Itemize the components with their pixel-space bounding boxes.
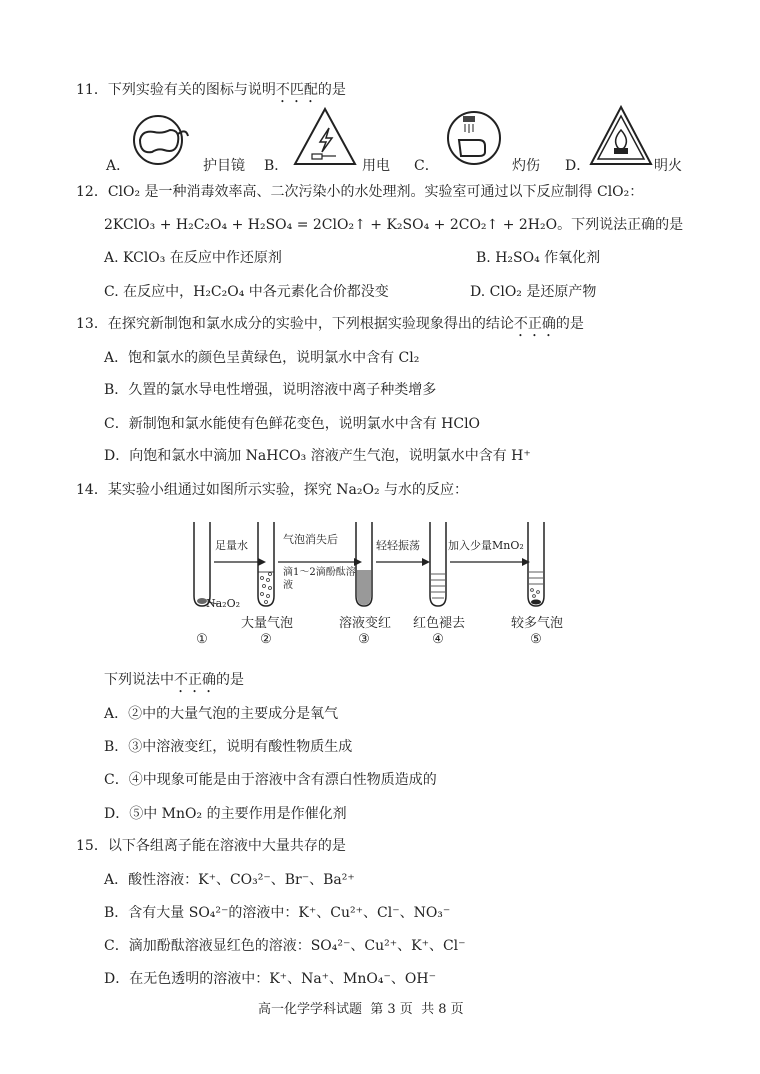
- q11-option-b-desc: 用电: [362, 158, 390, 174]
- na2o2-label: Na₂O₂: [206, 597, 241, 610]
- q11-option-d-desc: 明火: [654, 158, 682, 174]
- q11-option-c-letter: C．: [414, 158, 439, 174]
- arrow-4-label: 加入少量MnO₂: [448, 539, 524, 552]
- q13-stem: 13．在探究新制饱和氯水成分的实验中，下列根据实验现象得出的结论不正确的是: [76, 316, 584, 332]
- q11-stem: 11．下列实验有关的图标与说明不匹配的是: [76, 82, 346, 98]
- q11-option-a-desc: 护目镜: [203, 158, 245, 174]
- tube-4-label: 红色褪去: [412, 616, 465, 631]
- goggles-icon: [130, 110, 192, 168]
- q12-equation: 2KClO₃ + H₂C₂O₄ + H₂SO₄ = 2ClO₂↑ + K₂SO₄ + 2CO₂↑ + 2H₂O。下列说法正确的是: [104, 217, 684, 233]
- q14-option-c: C．④中现象可能是由于溶液中含有漂白性物质造成的: [104, 772, 437, 788]
- q12-option-c: C. 在反应中，H₂C₂O₄ 中各元素化合价都没变: [104, 284, 389, 300]
- q14-substem: 下列说法中不正确的是: [104, 672, 244, 688]
- flame-icon: [588, 104, 654, 168]
- tube-3-label: 溶液变红: [338, 616, 391, 631]
- q11-option-b-letter: B．: [264, 158, 289, 174]
- q14-option-a: A．②中的大量气泡的主要成分是氧气: [104, 706, 339, 722]
- q13-option-c: C．新制饱和氯水能使有色鲜花变色，说明氯水中含有 HClO: [104, 416, 481, 432]
- q15-option-b: B．含有大量 SO₄²⁻的溶液中：K⁺、Cu²⁺、Cl⁻、NO₃⁻: [104, 905, 451, 921]
- electricity-icon: [292, 106, 358, 168]
- q12-option-b: B. H₂SO₄ 作氧化剂: [476, 250, 601, 266]
- q12-option-d: D. ClO₂ 是还原产物: [470, 284, 597, 300]
- q12-stem: 12．ClO₂ 是一种消毒效率高、二次污染小的水处理剂。实验室可通过以下反应制得 ClO₂：: [76, 184, 644, 200]
- tube-3-number: ③: [358, 632, 370, 647]
- tube-4-number: ④: [432, 632, 444, 647]
- q13-option-a: A．饱和氯水的颜色呈黄绿色，说明氯水中含有 Cl₂: [104, 350, 420, 366]
- tube-5-label: 较多气泡: [510, 616, 563, 631]
- burn-icon: [445, 108, 503, 168]
- tube-4: [430, 522, 446, 606]
- q12-option-a: A. KClO₃ 在反应中作还原剂: [104, 250, 282, 266]
- tube-5: [528, 522, 544, 606]
- page-footer: 高一化学学科试题 第 3 页 共 8 页: [258, 1002, 464, 1017]
- q13-option-b: B．久置的氯水导电性增强，说明溶液中离子种类增多: [104, 382, 437, 398]
- q11-option-a-letter: A．: [106, 158, 131, 174]
- q11-option-d-letter: D．: [565, 158, 591, 174]
- q14-option-b: B．③中溶液变红，说明有酸性物质生成: [104, 739, 353, 755]
- arrow-2-label: 气泡消失后: [283, 533, 338, 546]
- arrow-2-sublabel: 滴1～2滴酚酞溶液: [283, 567, 356, 591]
- q15-option-a: A．酸性溶液：K⁺、CO₃²⁻、Br⁻、Ba²⁺: [104, 872, 355, 888]
- arrow-1-label: 足量水: [215, 539, 248, 552]
- arrow-3-label: 轻轻振荡: [376, 539, 420, 552]
- q14-stem: 14．某实验小组通过如图所示实验，探究 Na₂O₂ 与水的反应：: [76, 482, 469, 498]
- tube-5-number: ⑤: [530, 632, 542, 647]
- tube-2-label: 大量气泡: [240, 616, 293, 631]
- q15-option-d: D．在无色透明的溶液中：K⁺、Na⁺、MnO₄⁻、OH⁻: [104, 971, 436, 987]
- q11-option-c-desc: 灼伤: [512, 158, 540, 174]
- q15-stem: 15．以下各组离子能在溶液中大量共存的是: [76, 838, 346, 854]
- tube-1-number: ①: [196, 632, 208, 647]
- q13-option-d: D．向饱和氯水中滴加 NaHCO₃ 溶液产生气泡，说明氯水中含有 H⁺: [104, 448, 531, 464]
- q14-option-d: D．⑤中 MnO₂ 的主要作用是作催化剂: [104, 806, 347, 822]
- tube-2-number: ②: [260, 632, 272, 647]
- q15-option-c: C．滴加酚酞溶液显红色的溶液：SO₄²⁻、Cu²⁺、K⁺、Cl⁻: [104, 938, 466, 954]
